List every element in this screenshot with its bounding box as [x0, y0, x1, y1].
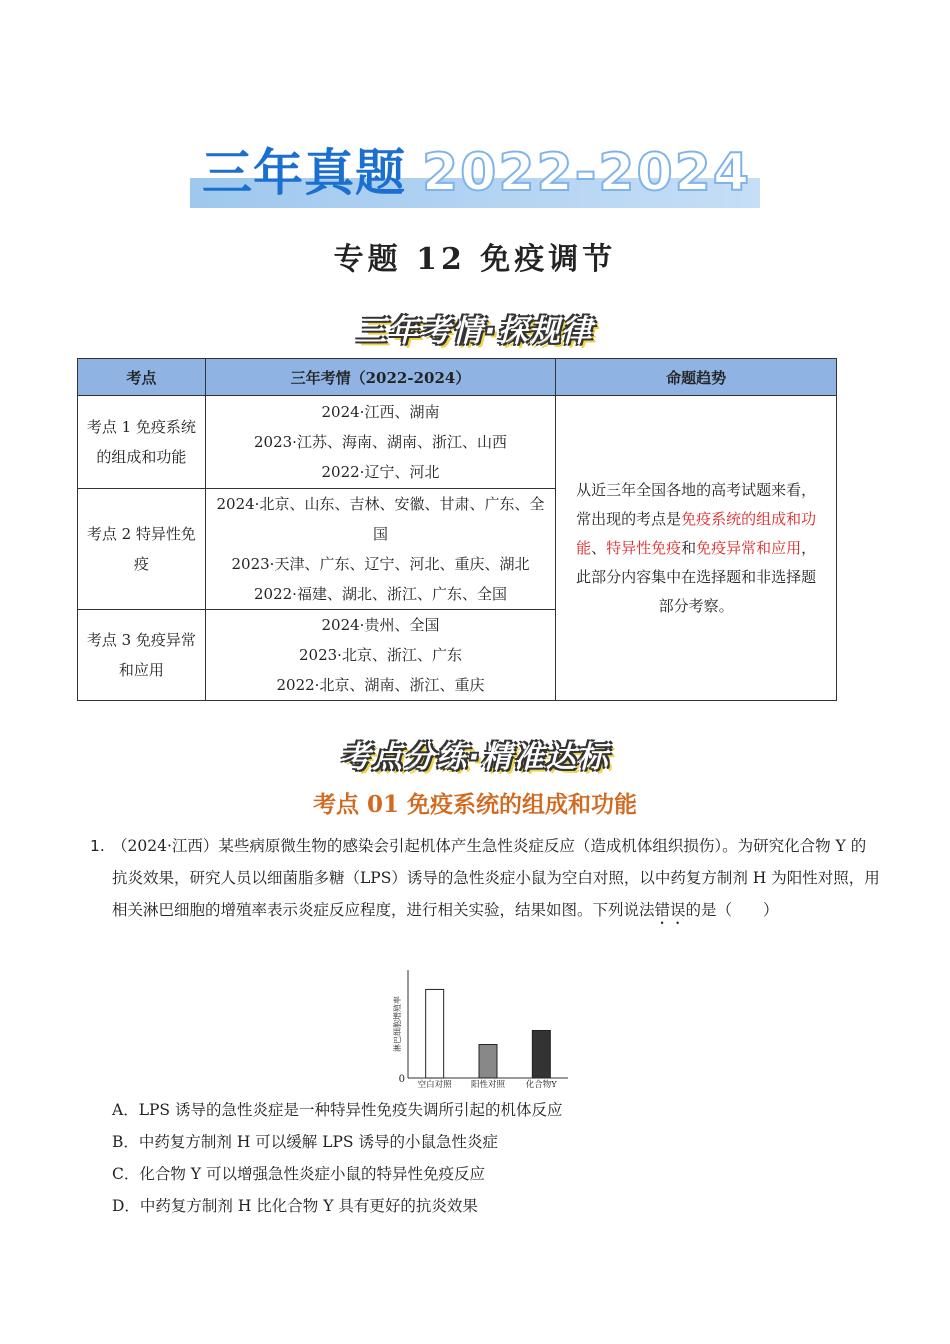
origin-label: 0 — [398, 1074, 405, 1085]
banner-years: 2022-2024 — [422, 143, 752, 203]
x-tick-label: 空白对照 — [417, 1080, 452, 1090]
question-tail: 的是（ ） — [685, 901, 779, 919]
question-1 — [90, 830, 880, 928]
y-axis-label: 淋巴细胞增殖率 — [393, 996, 402, 1052]
topic-title: 专题 12 免疫调节 — [333, 242, 617, 277]
topic-cell: 考点 3 免疫异常和应用 — [78, 610, 206, 701]
bar — [479, 1045, 497, 1078]
options-list — [112, 1094, 562, 1222]
question-number: 1. — [90, 837, 105, 855]
region-cell — [205, 396, 556, 489]
region-line: 2022·福建、湖北、浙江、广东、全国 — [254, 585, 507, 603]
trend-text: 从近三年全国各地的高考试题来看，常出现的考点是 — [576, 480, 817, 528]
year-banner — [190, 142, 760, 208]
question-emphasis: 错误 — [654, 901, 686, 919]
table-header: 三年考情（2022-2024） — [205, 359, 556, 396]
banner-title: 三年真题 — [202, 144, 406, 202]
trend-text: 和 — [681, 538, 697, 557]
question-stem — [112, 830, 880, 928]
region-cell — [205, 489, 556, 610]
option-c[interactable]: C．化合物 Y 可以增强急性炎症小鼠的特异性免疫反应 — [112, 1165, 485, 1183]
trend-highlight: 特异性免疫 — [606, 538, 682, 557]
question-text: （2024·江西）某些病原微生物的感染会引起机体产生急性炎症反应（造成机体组织损伤）。为研究化合物 Y 的抗炎效果，研究人员以细菌脂多糖（LPS）诱导的急性炎症小鼠为空白对照，以中药复方制剂 H 为阳性对照，用相关淋巴细胞的增殖率表示炎症反应程度，进行相关实验，结果如图。下列说法 — [112, 837, 880, 919]
region-line: 2022·北京、湖南、浙江、重庆 — [276, 676, 485, 694]
trend-cell — [556, 396, 837, 701]
region-line: 2022·辽宁、河北 — [321, 463, 440, 481]
table-header-row — [78, 359, 837, 396]
exam-trend-table — [77, 358, 837, 701]
x-tick-label: 阳性对照 — [470, 1080, 506, 1090]
region-line: 2024·北京、山东、吉林、安徽、甘肃、广东、全国 — [216, 495, 545, 543]
option-a[interactable]: A．LPS 诱导的急性炎症是一种特异性免疫失调所引起的机体反应 — [112, 1101, 563, 1119]
table-header: 命题趋势 — [556, 359, 837, 396]
bar — [426, 989, 444, 1078]
section-banner-practice: 考点分练·精准达标 — [340, 740, 610, 775]
bar — [532, 1030, 550, 1078]
trend-highlight: 免疫系统的组成和功能 — [576, 509, 817, 557]
bar-chart — [390, 968, 570, 1094]
region-cell — [205, 610, 556, 701]
section-banner-trends: 三年考情·探规律 — [356, 314, 594, 349]
topic-cell: 考点 1 免疫系统的组成和功能 — [78, 396, 206, 489]
option-b[interactable]: B．中药复方制剂 H 可以缓解 LPS 诱导的小鼠急性炎症 — [112, 1133, 498, 1151]
region-line: 2023·天津、广东、辽宁、河北、重庆、湖北 — [231, 555, 530, 573]
table-header: 考点 — [78, 359, 206, 396]
trend-highlight: 免疫异常和应用 — [696, 538, 802, 557]
option-d[interactable]: D．中药复方制剂 H 比化合物 Y 具有更好的抗炎效果 — [112, 1197, 478, 1215]
region-line: 2023·江苏、海南、湖南、浙江、山西 — [254, 433, 507, 451]
trend-text: ，此部分内容集中在选择题和非选择题部分考察。 — [576, 538, 817, 615]
region-line: 2024·贵州、全国 — [321, 616, 440, 634]
region-line: 2023·北京、浙江、广东 — [299, 646, 462, 664]
region-line: 2024·江西、湖南 — [321, 403, 440, 421]
table-row — [78, 396, 837, 489]
topic-cell: 考点 2 特异性免疫 — [78, 489, 206, 610]
x-tick-label: 化合物Y — [525, 1080, 557, 1090]
key-point-title: 考点 01 免疫系统的组成和功能 — [312, 791, 638, 818]
trend-text: 、 — [591, 538, 607, 557]
